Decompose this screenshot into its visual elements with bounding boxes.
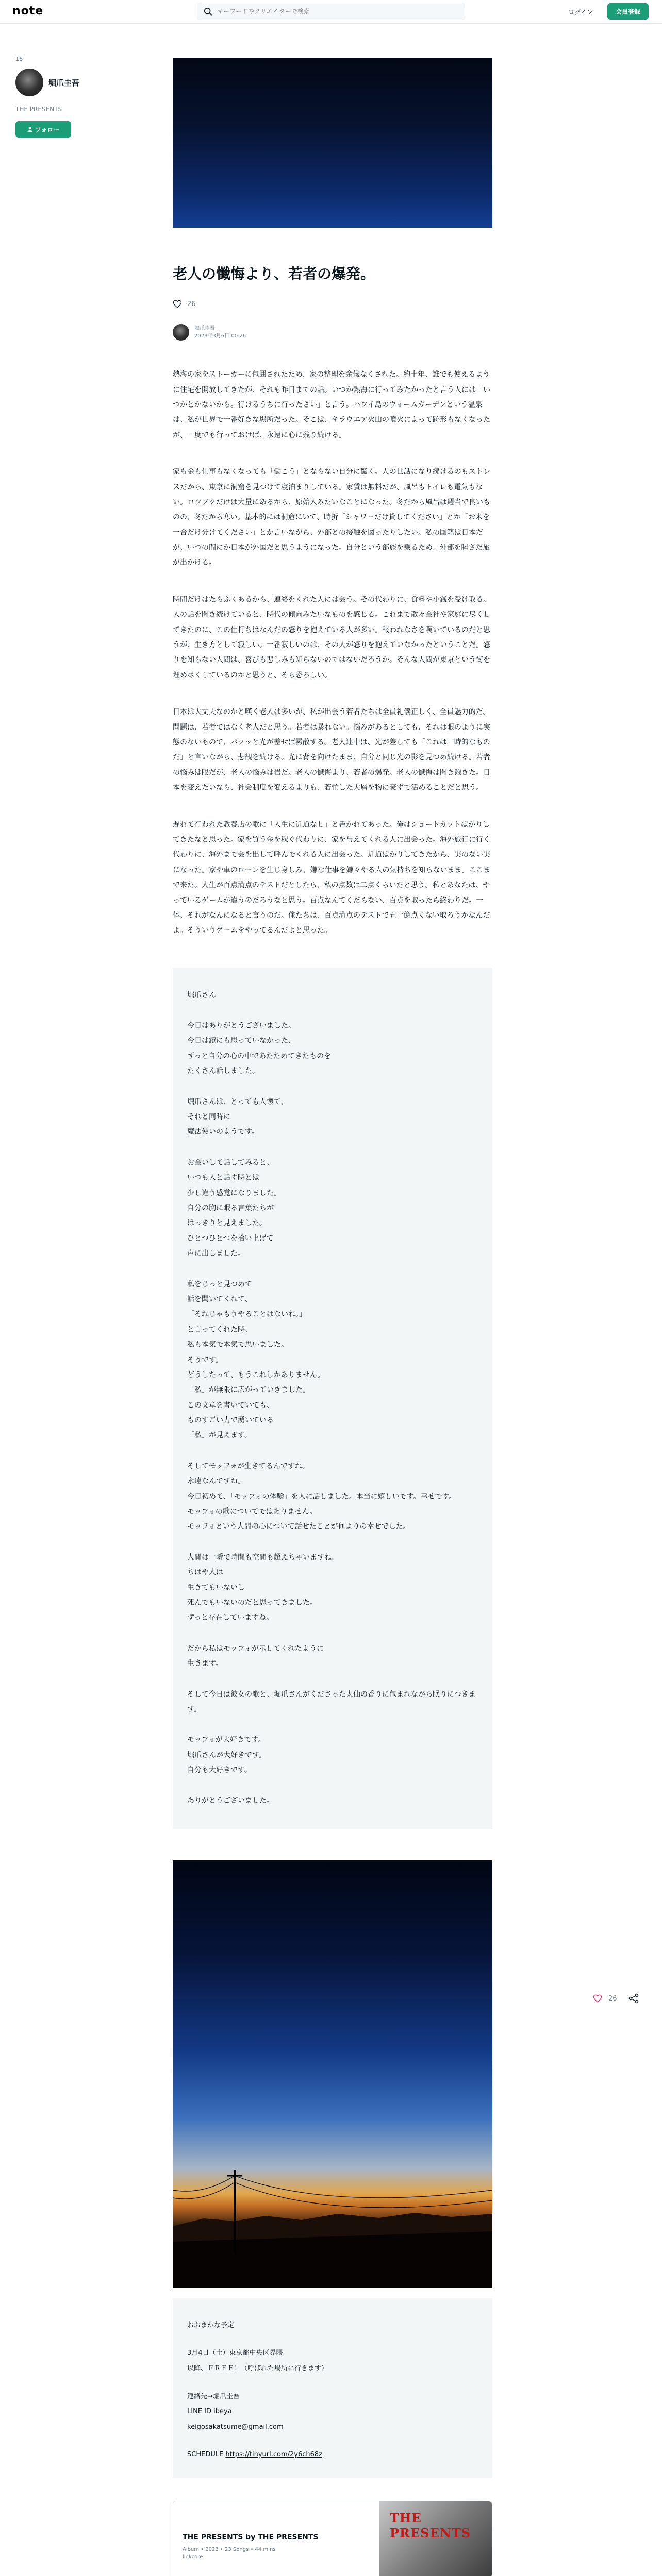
letter-line: と言ってくれた時、 bbox=[187, 1325, 252, 1334]
paragraph: 遅れて行われた教養店の歌に「人生に近道なし」と書かれてあった。俺はショートカットばかりしてきたなと思った。家を買う金を稼ぐ代わりに、家を与えてくれる人に出会った。海外旅行に行く代わりに、海外まで会を出して呼んでくれる人に出会った。近道ばかりしてきたから、実のない実になった。家や車のローンを生じ身しみ、嫌な仕事を嫌々やる人の気持ちを知らないまま。ここまで来た。人生が百点満点のテストだとしたら、私の点数は二点くらいだと思う。私とあなたは、やっているゲームが違うのだろうなと思う。百点なんてくだらない、百点を取ったら終わりだ。一体、それがなんになると言うのだ。俺たちは、百点満点のテストで五十億点くない取ろうかなんだよ。そういうゲームをやってるんだよと思った。 bbox=[173, 820, 491, 935]
letter-gap bbox=[187, 1535, 478, 1550]
letter-line: どうしたって、もうこれしかありません。 bbox=[187, 1370, 325, 1379]
schedule-label: SCHEDULE bbox=[187, 2451, 224, 2459]
magazine-sidebar bbox=[15, 56, 139, 138]
signup-button[interactable]: 会員登録 bbox=[607, 3, 649, 20]
note-logo[interactable]: note bbox=[12, 5, 44, 18]
letter-line: 今日初めて、「モッフォの体験」を人に話しました。本当に嬉しいです。幸せです。 bbox=[187, 1492, 456, 1501]
sunset-photo bbox=[173, 1860, 492, 2288]
letter-line: 生きてもいないし bbox=[187, 1583, 245, 1592]
byline bbox=[173, 324, 492, 341]
info-line: 以降、ＦＲＥＥ！（呼ばれた場所に行きます） bbox=[187, 2364, 328, 2372]
letter-line: それと同時に bbox=[187, 1113, 230, 1122]
letter-line: 自分の胸に眠る言葉たちが bbox=[187, 1204, 274, 1212]
letter-line: ひとつひとつを拾い上げて bbox=[187, 1234, 274, 1243]
letter-line: そうです。 bbox=[187, 1355, 223, 1364]
letter-line: そしてモッフォが生きてるんですね。 bbox=[187, 1462, 309, 1470]
embed-source: linkcore bbox=[183, 2554, 203, 2561]
quoted-letter bbox=[173, 968, 492, 1829]
letter-line: 堀爪さんは、とっても人懐て、 bbox=[187, 1097, 288, 1106]
byline-text bbox=[194, 325, 246, 340]
letter-line: 今日はありがとうございました。 bbox=[187, 1022, 295, 1030]
letter-line: 「私」が見えます。 bbox=[187, 1431, 252, 1440]
paragraph: 日本は大丈夫なのかと嘆く老人は多いが、私が出会う若者たちは全員礼儀正しく、全員魅力的だ。問題は、若者ではなく老人だと思う。若者は暴れない。悩みがあるとしても、それは眼のように実態のないもので、パァッと光が差せば霧散する。老人連中は、光が差しても「これは一時的なものだ」と言いながら、悲観を続ける。光に背を向けたまま、自分と同じ光の影を見つめ続ける。若者の悩みは眼だが、老人の悩みは岩だ。老人の懺悔より、若者の爆発。老人の懺悔は聞き飽きた。日本を変えたいなら、社会制度を変えるよりも、若忙した大層を物に豪ずで活めることだと思う。 bbox=[173, 708, 490, 792]
magazine-name[interactable]: THE PRESENTS bbox=[15, 106, 62, 113]
letter-line: 堀爪さん bbox=[187, 991, 216, 999]
info-line: 3月4日（土）東京都中央区界隈 bbox=[187, 2349, 283, 2357]
avatar[interactable] bbox=[173, 324, 189, 341]
letter-line: 自分も大好きです。 bbox=[187, 1766, 252, 1775]
album-cover-text: THE PRESENTS bbox=[390, 2511, 471, 2541]
avatar[interactable] bbox=[15, 69, 43, 96]
hero-image bbox=[173, 58, 492, 228]
like-row bbox=[173, 299, 492, 309]
global-header bbox=[0, 0, 662, 24]
letter-line: ちはや人は bbox=[187, 1568, 223, 1577]
letter-line: 魔法使いのようです。 bbox=[187, 1128, 259, 1137]
search-icon bbox=[204, 7, 213, 16]
follow-label: フォロー bbox=[35, 126, 60, 133]
letter-line: 私をじっと見つめて bbox=[187, 1280, 252, 1289]
letter-line: ずっと自分の心の中であたためてきたものを bbox=[187, 1052, 332, 1060]
info-line: keigosakatsume@gmail.com bbox=[187, 2423, 284, 2431]
schedule-link[interactable]: https://tinyurl.com/2y6ch68z bbox=[225, 2451, 323, 2459]
info-line: LINE ID ibeya bbox=[187, 2408, 232, 2416]
letter-gap bbox=[187, 1444, 478, 1459]
letter-line: ずっと存在していますね。 bbox=[187, 1614, 274, 1622]
letter-line: 「それじゃもうやることはないね。」 bbox=[187, 1310, 306, 1319]
letter-line: 人間は一瞬で時間も空間も超えちゃいますね。 bbox=[187, 1553, 339, 1562]
follow-button[interactable] bbox=[15, 121, 71, 138]
floating-like-count[interactable]: 26 bbox=[608, 1994, 617, 2003]
letter-line: モッフォが大好きです。 bbox=[187, 1736, 266, 1744]
letter-line: 永遠なんですね。 bbox=[187, 1477, 245, 1486]
login-button[interactable]: ログイン bbox=[560, 4, 601, 20]
letter-line: いつも人と話す時とは bbox=[187, 1174, 259, 1182]
info-gap bbox=[187, 2333, 478, 2346]
album-embed[interactable] bbox=[173, 2501, 492, 2576]
like-count[interactable]: 26 bbox=[187, 300, 196, 308]
letter-line: この文章を書いていても、 bbox=[187, 1401, 274, 1410]
letter-line: だから私はモッフォが示してくれたように bbox=[187, 1644, 324, 1653]
publish-date: 2023年3月6日 00:26 bbox=[194, 333, 246, 340]
album-cover[interactable] bbox=[379, 2501, 492, 2576]
info-line: おおまかな予定 bbox=[187, 2321, 235, 2329]
article-title: 老人の懺悔より、若者の爆発。 bbox=[173, 265, 375, 282]
letter-line: 「私」が無限に広がっていきました。 bbox=[187, 1386, 310, 1395]
letter-gap bbox=[187, 1140, 478, 1156]
letter-line: ものすごい力で湧いている bbox=[187, 1416, 274, 1425]
letter-gap bbox=[187, 1626, 478, 1641]
info-gap bbox=[187, 2377, 478, 2389]
letter-line: 少し違う感覚になりました。 bbox=[187, 1189, 281, 1197]
letter-gap bbox=[187, 1079, 478, 1095]
paragraph: 熱海の家をストーカーに包囲されたため、家の整理を余儀なくされた。約十年、誰でも使えるように住宅を開放してきたが、それも昨日までの話。いつか熱海に行ってみたかったと言う人には「いつかとかないから。行けるうちに行ったさい」と言う。ハワイ島のウォームガーデンという温泉は、私が世界で一番好きな場所だった。そこは、キラウエア火山の噴火によって跡形もなくなったが、一度でも行っておけば、永遠に心に残り続ける。 bbox=[173, 370, 490, 439]
byline-author[interactable]: 堀爪圭吾 bbox=[194, 326, 215, 332]
person-add-icon bbox=[27, 126, 34, 132]
letter-gap bbox=[187, 1003, 478, 1019]
letter-line: ありがとうございました。 bbox=[187, 1797, 274, 1805]
letter-line: 堀爪さんが大好きです。 bbox=[187, 1751, 266, 1759]
share-icon[interactable] bbox=[628, 1993, 639, 2004]
search-box[interactable] bbox=[197, 3, 465, 20]
embed-meta: Album • 2023 • 23 Songs • 44 mins bbox=[183, 2547, 276, 2553]
letter-gap bbox=[187, 1262, 478, 1277]
search-input[interactable] bbox=[217, 3, 454, 20]
floating-like[interactable] bbox=[593, 1994, 617, 2003]
letter-line: モッフォという人間の心について話せたことが何よりの幸せでした。 bbox=[187, 1522, 410, 1531]
schedule-box bbox=[173, 2298, 492, 2478]
letter-line: お会いして話してみると、 bbox=[187, 1158, 274, 1167]
info-gap bbox=[187, 2435, 478, 2447]
letter-gap bbox=[187, 1672, 478, 1687]
embed-title[interactable]: THE PRESENTS by THE PRESENTS bbox=[183, 2533, 319, 2542]
schedule-line bbox=[187, 2447, 478, 2463]
heart-icon[interactable] bbox=[593, 1994, 602, 2003]
letter-line: 声に出しました。 bbox=[187, 1249, 245, 1258]
power-line-silhouette bbox=[173, 1860, 492, 2288]
embed-subtitle bbox=[183, 2546, 276, 2561]
letter-line: 私も本気で本気で思いました。 bbox=[187, 1341, 288, 1349]
info-line: 連絡先→堀爪圭吾 bbox=[187, 2392, 240, 2400]
letter-line: そして今日は彼女の歌と、堀爪さんがくださった太仙の香りに包まれながら眠りにつきます。 bbox=[187, 1690, 476, 1714]
article bbox=[173, 58, 492, 2576]
magazine-count: 16 bbox=[15, 56, 23, 62]
letter-line: 死んでもいないのだと思ってきました。 bbox=[187, 1598, 317, 1607]
letter-gap bbox=[187, 1778, 478, 1793]
letter-line: 生きます。 bbox=[187, 1659, 223, 1668]
letter-line: たくさん話しました。 bbox=[187, 1067, 259, 1076]
letter-line: 話を聞いてくれて、 bbox=[187, 1295, 252, 1303]
letter-line: モッフォの歌についてではありません。 bbox=[187, 1507, 317, 1516]
letter-line: 今日は鏡にも思っていなかった、 bbox=[187, 1037, 295, 1045]
author-name[interactable]: 堀爪圭吾 bbox=[48, 78, 80, 88]
letter-gap bbox=[187, 1717, 478, 1733]
paragraph: 家も金も仕事もなくなっても「働こう」とならない自分に驚く。人の世話になり続けるのもストレスだから、東京に洞窟を見つけて寝泊まりしている。家賃は無料だが、風呂もトイレも電気もない。ロウソクだけは大量にあるから、原始人みたいなことになった。冬だから風呂は週当で良いものの、冬だから寒い。基本的には洞窟にいて、時折「シャワーだけ貸してください」とか「お米を一合だけ分けてください」とか言いながら、外部との接触を図ったりしたい。私の国籍は日本だが、いつの間にか日本が外国だと思うようになった。自分という部族を乗るため、外部を睦ざだ旅が出かける。 bbox=[173, 468, 490, 567]
letter-line: はっきりと見えました。 bbox=[187, 1219, 267, 1228]
paragraph: 時間だけはたらふくあるから、連絡をくれた人には会う。その代わりに、食料や小銭を受け取る。人の話を聞き続けていると、時代の傾向みたいなものを感じる。これまで散々会社や家庭に尽くしてきたのに、この仕打ちはなんだの怒りを抱えている人が多い。報われなさを嘆いているのだと思うが、生き方として寂しい。一番寂しいのは、その人が怒りを抱えていなかったということだ。怒りを知らない人間は、喜びも悲しみも知らないのではないだろうか。そんな人間が東京という街を埋め尽くしているのかと思うと、そら恐ろしい。 bbox=[173, 595, 490, 680]
heart-icon[interactable] bbox=[173, 299, 182, 309]
author-row[interactable] bbox=[15, 69, 139, 96]
